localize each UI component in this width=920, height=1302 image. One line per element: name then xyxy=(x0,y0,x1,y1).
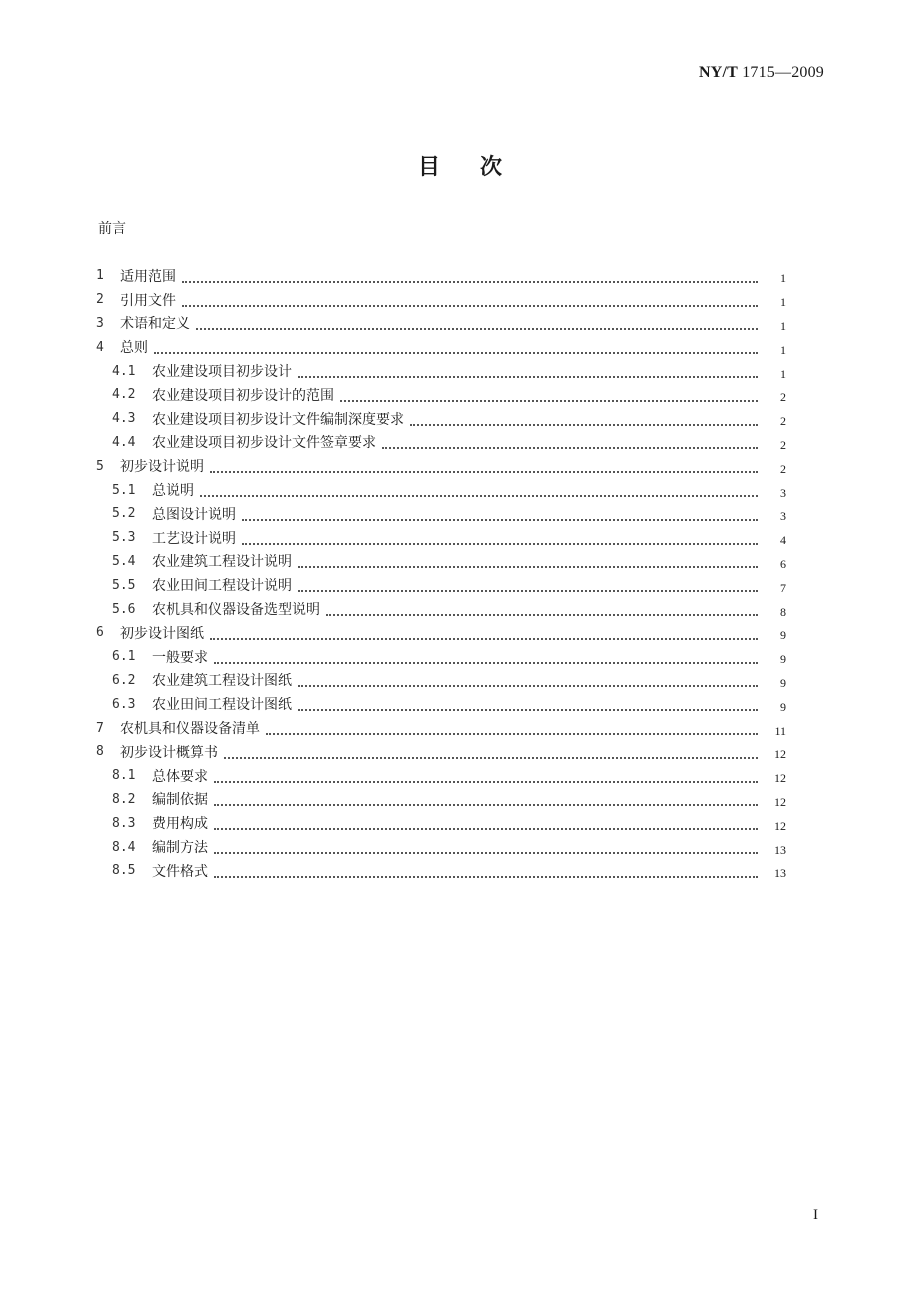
toc-entry-page: 1 xyxy=(780,318,786,333)
toc-dot-leader xyxy=(242,533,758,545)
toc-entry-page: 6 xyxy=(780,556,786,571)
toc-entry-page: 1 xyxy=(780,295,786,310)
toc-entry-number: 5.5 xyxy=(112,577,136,593)
toc-entry-page: 2 xyxy=(780,414,786,429)
toc-entry-title: 初步设计图纸 xyxy=(120,625,204,642)
toc-dot-leader xyxy=(214,652,758,664)
toc-entry-page: 7 xyxy=(780,580,786,595)
toc-entry-title: 农业建设项目初步设计文件签章要求 xyxy=(152,435,376,452)
toc-entry-title: 农机具和仪器设备清单 xyxy=(120,721,260,738)
toc-dot-leader xyxy=(298,699,758,711)
toc-entry-number: 2 xyxy=(96,292,104,308)
toc-entry-title: 工艺设计说明 xyxy=(152,530,236,547)
toc-dot-leader xyxy=(298,556,758,568)
toc-entry-page: 2 xyxy=(780,390,786,405)
toc-dot-leader xyxy=(382,437,758,449)
toc-dot-leader xyxy=(214,866,758,878)
toc-entry-number: 5 xyxy=(96,458,104,474)
toc-entry-title: 农业建筑工程设计图纸 xyxy=(152,673,292,690)
toc-entry-page: 13 xyxy=(774,866,786,881)
toc-dot-leader xyxy=(182,271,758,283)
toc-entry-number: 4.4 xyxy=(112,434,136,450)
toc-entry-title: 总则 xyxy=(120,340,148,357)
toc-entry[interactable] xyxy=(96,811,786,835)
toc-entry-title: 农业建设项目初步设计文件编制深度要求 xyxy=(152,411,404,428)
toc-entry-number: 3 xyxy=(96,315,104,331)
toc-entry-number: 8.5 xyxy=(112,863,136,879)
toc-dot-leader xyxy=(210,628,758,640)
toc-entry-number: 5.4 xyxy=(112,553,136,569)
toc-entry-title: 农业建设项目初步设计 xyxy=(152,364,292,381)
toc-entry-page: 8 xyxy=(780,604,786,619)
toc-entry-title: 农机具和仪器设备选型说明 xyxy=(152,602,320,619)
toc-entry-number: 5.6 xyxy=(112,601,136,617)
toc-entry[interactable] xyxy=(96,859,786,883)
table-of-contents xyxy=(96,264,786,883)
toc-entry[interactable] xyxy=(96,359,786,383)
toc-dot-leader xyxy=(298,366,758,378)
toc-entry-number: 4.2 xyxy=(112,387,136,403)
toc-entry-number: 6.2 xyxy=(112,672,136,688)
toc-entry-number: 1 xyxy=(96,268,104,284)
toc-entry-page: 9 xyxy=(780,699,786,714)
toc-entry-page: 1 xyxy=(780,271,786,286)
toc-entry-title: 总体要求 xyxy=(152,768,208,785)
toc-entry-title: 农业田间工程设计图纸 xyxy=(152,697,292,714)
toc-entry[interactable] xyxy=(96,716,786,740)
toc-dot-leader xyxy=(214,818,758,830)
toc-entry-number: 8 xyxy=(96,744,104,760)
toc-entry-number: 6 xyxy=(96,625,104,641)
toc-dot-leader xyxy=(242,509,758,521)
toc-entry-number: 4 xyxy=(96,339,104,355)
toc-entry[interactable] xyxy=(96,573,786,597)
toc-heading: 目次 xyxy=(417,154,542,180)
toc-entry-title: 编制依据 xyxy=(152,792,208,809)
toc-entry-title: 总说明 xyxy=(152,483,194,500)
toc-entry-page: 12 xyxy=(774,747,786,762)
toc-entry-page: 12 xyxy=(774,771,786,786)
toc-entry-number: 4.3 xyxy=(112,411,136,427)
toc-dot-leader xyxy=(154,342,758,354)
toc-entry-title: 农业田间工程设计说明 xyxy=(152,578,292,595)
toc-entry-title: 编制方法 xyxy=(152,840,208,857)
toc-entry-page: 9 xyxy=(780,675,786,690)
toc-entry-title: 初步设计说明 xyxy=(120,459,204,476)
standard-prefix: NY/T xyxy=(698,64,738,81)
toc-entry[interactable] xyxy=(96,526,786,550)
toc-entry-page: 9 xyxy=(780,628,786,643)
toc-entry-page: 2 xyxy=(780,437,786,452)
toc-dot-leader xyxy=(214,794,758,806)
toc-dot-leader xyxy=(196,318,758,330)
toc-entry-page: 11 xyxy=(774,723,786,738)
toc-entry-number: 6.3 xyxy=(112,696,136,712)
toc-entry-number: 5.3 xyxy=(112,530,136,546)
toc-entry-title: 适用范围 xyxy=(120,268,176,285)
toc-entry[interactable] xyxy=(96,621,786,645)
toc-entry-number: 5.1 xyxy=(112,482,136,498)
toc-dot-leader xyxy=(214,771,758,783)
toc-dot-leader xyxy=(298,580,758,592)
toc-entry-title: 初步设计概算书 xyxy=(120,744,218,761)
toc-entry[interactable] xyxy=(96,550,786,574)
toc-entry-title: 总图设计说明 xyxy=(152,506,236,523)
toc-entry[interactable] xyxy=(96,692,786,716)
toc-entry[interactable] xyxy=(96,669,786,693)
toc-entry[interactable] xyxy=(96,288,786,312)
toc-dot-leader xyxy=(200,485,758,497)
toc-entry-title: 农业建设项目初步设计的范围 xyxy=(152,387,334,404)
toc-entry-page: 3 xyxy=(780,485,786,500)
toc-entry[interactable] xyxy=(96,335,786,359)
toc-entry-number: 5.2 xyxy=(112,506,136,522)
toc-entry-title: 引用文件 xyxy=(120,292,176,309)
toc-dot-leader xyxy=(298,675,758,687)
toc-entry-page: 9 xyxy=(780,652,786,667)
toc-dot-leader xyxy=(326,604,758,616)
toc-entry[interactable] xyxy=(96,431,786,455)
toc-entry[interactable] xyxy=(96,597,786,621)
toc-entry-number: 8.2 xyxy=(112,791,136,807)
toc-dot-leader xyxy=(214,842,758,854)
toc-dot-leader xyxy=(182,295,758,307)
toc-entry-number: 4.1 xyxy=(112,363,136,379)
toc-entry-page: 4 xyxy=(780,533,786,548)
toc-entry[interactable] xyxy=(96,454,786,478)
toc-entry[interactable] xyxy=(96,740,786,764)
toc-dot-leader xyxy=(266,723,758,735)
standard-number xyxy=(699,64,824,82)
toc-dot-leader xyxy=(224,747,758,759)
toc-dot-leader xyxy=(210,461,758,473)
toc-entry-page: 13 xyxy=(774,842,786,857)
toc-entry[interactable] xyxy=(96,312,786,336)
toc-entry-number: 7 xyxy=(96,720,104,736)
toc-entry[interactable] xyxy=(96,502,786,526)
toc-entry-number: 8.4 xyxy=(112,839,136,855)
toc-entry-number: 6.1 xyxy=(112,649,136,665)
toc-preface-entry[interactable]: 前言 xyxy=(98,221,126,237)
toc-entry[interactable] xyxy=(96,645,786,669)
toc-entry-number: 8.1 xyxy=(112,768,136,784)
toc-dot-leader xyxy=(340,390,758,402)
toc-entry-page: 1 xyxy=(780,366,786,381)
toc-entry-title: 文件格式 xyxy=(152,863,208,880)
toc-entry-title: 一般要求 xyxy=(152,649,208,666)
toc-entry-title: 术语和定义 xyxy=(120,316,190,333)
toc-entry[interactable] xyxy=(96,835,786,859)
toc-entry[interactable] xyxy=(96,788,786,812)
toc-entry-page: 2 xyxy=(780,461,786,476)
toc-entry[interactable] xyxy=(96,478,786,502)
toc-entry-page: 12 xyxy=(774,794,786,809)
toc-entry-page: 12 xyxy=(774,818,786,833)
page-number: I xyxy=(813,1207,818,1223)
toc-entry[interactable] xyxy=(96,407,786,431)
toc-entry-page: 1 xyxy=(780,342,786,357)
toc-entry-number: 8.3 xyxy=(112,815,136,831)
standard-code: 1715—2009 xyxy=(738,64,824,81)
toc-entry-title: 农业建筑工程设计说明 xyxy=(152,554,292,571)
toc-entry[interactable] xyxy=(96,383,786,407)
toc-entry-title: 费用构成 xyxy=(152,816,208,833)
toc-entry-page: 3 xyxy=(780,509,786,524)
toc-entry[interactable] xyxy=(96,764,786,788)
toc-entry[interactable] xyxy=(96,264,786,288)
toc-dot-leader xyxy=(410,414,758,426)
